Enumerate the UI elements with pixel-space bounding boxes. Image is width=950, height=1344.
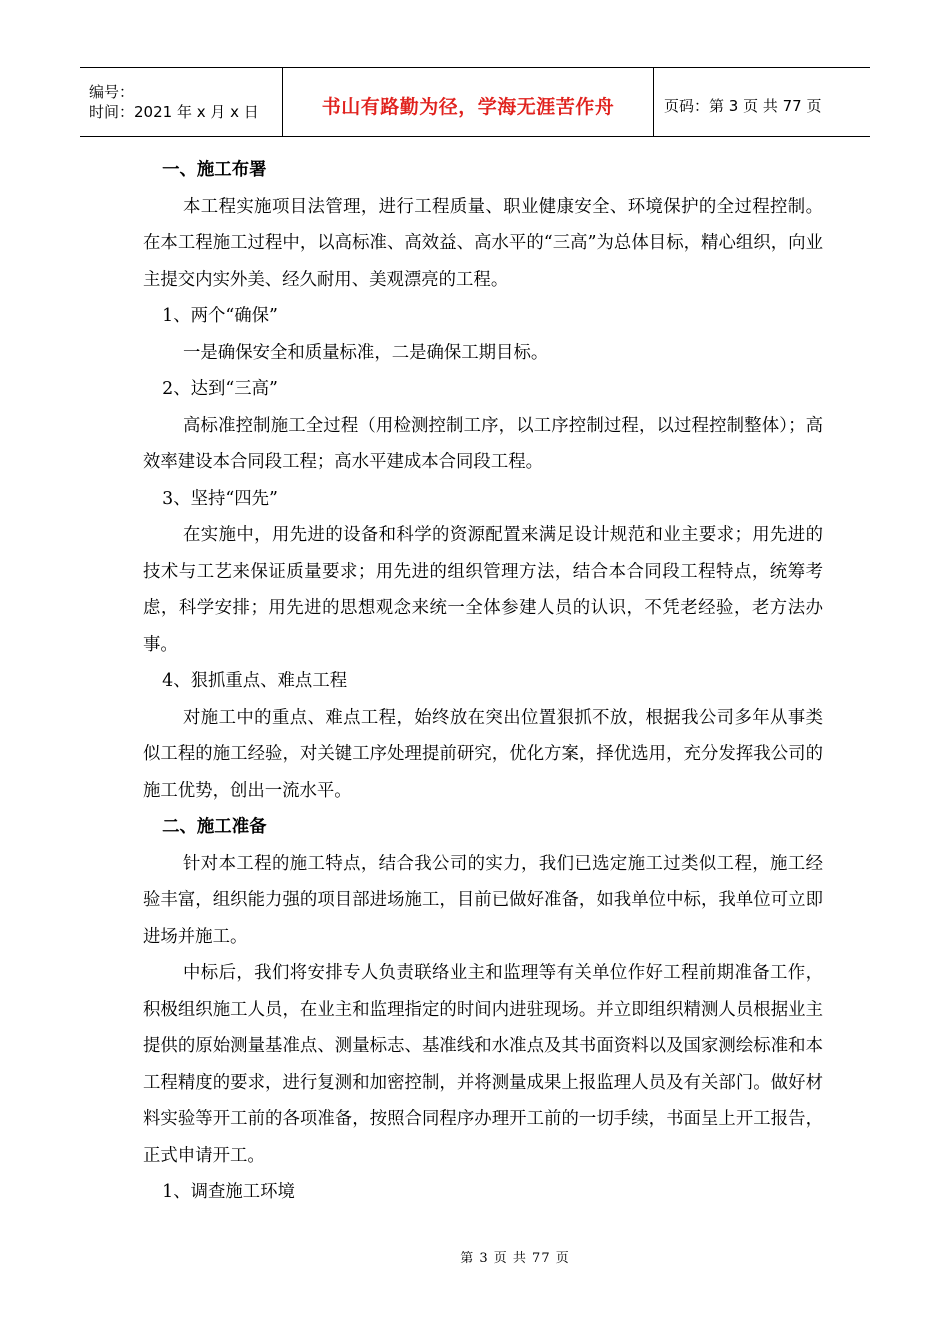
paragraph: 对施工中的重点、难点工程，始终放在突出位置狠抓不放，根据我公司多年从事类似工程的施工经验，对关键工序处理提前研究，优化方案，择优选用，充分发挥我公司的施工优势，创出一流水平。 [143, 707, 823, 801]
document-body [143, 152, 823, 1211]
paragraph: 一是确保安全和质量标准，二是确保工期目标。 [183, 342, 549, 363]
subheading: 1、两个“确保” [162, 306, 278, 326]
paragraph: 针对本工程的施工特点，结合我公司的实力，我们已选定施工过类似工程，施工经验丰富，组织能力强的项目部进场施工，目前已做好准备，如我单位中标，我单位可立即进场并施工。 [143, 853, 823, 947]
document-number-label: 编号： [89, 83, 135, 101]
header-motto: 书山有路勤为径，学海无涯苦作舟 [321, 95, 615, 118]
paragraph: 中标后，我们将安排专人负责联络业主和监理等有关单位作好工程前期准备工作，积极组织施工人员，在业主和监理指定的时间内进驻现场。并立即组织精测人员根据业主提供的原始测量基准点、测量标志、基准线和水准点及其书面资料以及国家测绘标准和本工程精度的要求，进行复测和加密控制，并将测量成果上报监理人员及有关部门。做好材料实验等开工前的各项准备，按照合同程序办理开工前的一切手续，书面呈上开工报告，正式申请开工。 [143, 963, 823, 1166]
page-header [80, 67, 870, 137]
paragraph: 本工程实施项目法管理，进行工程质量、职业健康安全、环境保护的全过程控制。在本工程施工过程中，以高标准、高效益、高水平的“三高”为总体目标，精心组织，向业主提交内实外美、经久耐用、美观漂亮的工程。 [143, 196, 823, 290]
section-heading: 一、施工布署 [162, 160, 267, 180]
paragraph: 在实施中，用先进的设备和科学的资源配置来满足设计规范和业主要求；用先进的技术与工艺来保证质量要求；用先进的组织管理方法，结合本合同段工程特点，统筹考虑，科学安排；用先进的思想观念来统一全体参建人员的认识，不凭老经验，老方法办事。 [143, 525, 823, 655]
section-heading: 二、施工准备 [162, 817, 267, 837]
subheading: 1、调查施工环境 [162, 1182, 295, 1202]
subheading: 4、狠抓重点、难点工程 [162, 671, 348, 691]
document-date: 时间：2021 年 x 月 x 日 [89, 103, 259, 121]
header-page-code: 页码：第 3 页 共 77 页 [664, 96, 822, 115]
subheading: 3、坚持“四先” [162, 488, 278, 509]
paragraph: 高标准控制施工全过程（用检测控制工序，以工序控制过程，以过程控制整体）；高效率建设本合同段工程；高水平建成本合同段工程。 [143, 415, 823, 472]
page-footer [0, 1247, 950, 1266]
footer-page-number: 第 3 页 共 77 页 [460, 1251, 570, 1266]
header-page-code-cell [654, 68, 870, 136]
header-meta [80, 68, 282, 136]
header-motto-cell [282, 68, 654, 136]
subheading: 2、达到“三高” [162, 379, 278, 399]
